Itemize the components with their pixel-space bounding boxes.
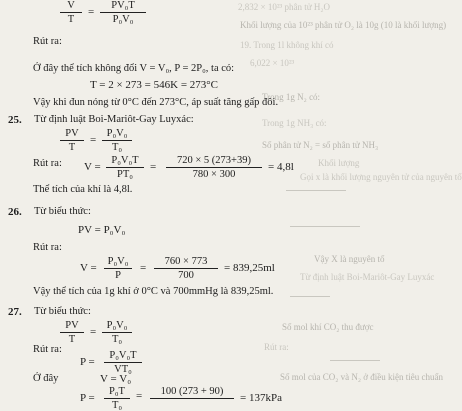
bleed-line <box>330 360 380 361</box>
rut-ra-label: Rút ra: <box>33 242 62 253</box>
bleed-text: Số mol của CO₂ và N₂ ở điều kiện tiêu chuẩn <box>280 372 444 382</box>
conclusion-line: Vậy khi đun nóng từ 0°C đến 273°C, áp suất tăng gấp đôi. <box>33 97 279 108</box>
fraction-numerator: 720 × 5 (273+39) <box>166 155 262 168</box>
fraction-denominator: 780 × 300 <box>192 169 236 180</box>
rut-ra-label: Rút ra: <box>33 158 62 169</box>
equation: PV = P₀V₀ <box>78 224 126 236</box>
bleed-line <box>286 190 346 191</box>
equals-sign: = <box>90 134 97 146</box>
volume-equation: V = V₀ <box>100 373 132 385</box>
rut-ra-label: Rút ra: <box>33 344 62 355</box>
fraction-numerator: P₀V₀ <box>104 256 132 269</box>
rut-ra-label: Rút ra: <box>33 36 62 47</box>
bleed-text: Rút ra: <box>264 342 289 352</box>
fraction-numerator: P₀V₀ <box>102 128 132 141</box>
fraction-pvt-over-pv <box>100 0 146 25</box>
fraction-numeric <box>150 386 234 400</box>
fraction-numeric <box>154 256 218 281</box>
equals-sign: = <box>150 161 157 173</box>
condition-line: Ở đây thể tích không đổi V = V₀, P = 2P₀, ta có: <box>33 63 235 74</box>
fraction-numerator: PV₀T <box>100 0 146 13</box>
fraction-denominator: T₀ <box>111 334 123 345</box>
bleed-text: Từ định luật Boi-Mariôt-Gay Luyxác <box>300 272 435 282</box>
p-label: P = <box>80 356 95 368</box>
fraction-numeric <box>166 155 262 180</box>
equals-sign: = <box>90 326 97 338</box>
result-value: = 839,25ml <box>224 262 275 274</box>
fraction-formula <box>106 155 144 180</box>
conclusion-line: Thể tích của khí là 4,8l. <box>33 184 133 195</box>
bleed-text: Khối lượng <box>318 158 360 168</box>
fraction-denominator: P <box>115 270 121 281</box>
bleed-text: 2,832 × 10²³ phân tử H₂O <box>238 2 330 12</box>
equals-sign: = <box>140 262 147 274</box>
equals-sign: = <box>88 6 95 18</box>
temperature-calc: T = 2 × 273 = 546K = 273°C <box>90 79 219 91</box>
conclusion-line: Vậy thể tích của 1g khí ở 0°C và 700mmHg là 839,25ml. <box>33 286 274 297</box>
bleed-text: Số phân tử N₂ = số phân tử NH₃ <box>262 140 379 150</box>
p-label: P = <box>80 392 95 404</box>
problem-title: Từ biểu thức: <box>34 206 91 217</box>
problem-number: 25. <box>8 114 22 126</box>
problem-number: 27. <box>8 306 22 318</box>
bleed-text: Vậy X là nguyên tố <box>314 254 385 264</box>
fraction-denominator: VT₀ <box>114 364 132 375</box>
fraction-formula <box>104 256 132 281</box>
bleed-line <box>290 226 360 227</box>
fraction-denominator: 700 <box>178 270 194 281</box>
fraction-numerator: PV <box>60 128 84 141</box>
fraction-denominator: T <box>68 142 76 153</box>
bleed-text: Số mol khí CO₂ thu được <box>282 322 374 332</box>
bleed-text: Trong 1g NH₃ có: <box>262 118 327 128</box>
fraction-numerator: P₀V₀T <box>106 155 144 168</box>
fraction-numerator: 100 (273 + 90) <box>150 386 234 399</box>
fraction-v-over-t <box>60 0 82 25</box>
fraction-formula <box>104 386 130 411</box>
bleed-text: 6,022 × 10²³ <box>250 58 295 68</box>
fraction-pv-over-t <box>60 320 84 345</box>
v-label: V = <box>80 262 97 274</box>
fraction-denominator: T <box>67 14 75 25</box>
o-day-label: Ở đây <box>33 373 59 384</box>
result-value: = 4,8l <box>268 161 294 173</box>
fraction-numerator: 760 × 773 <box>154 256 218 269</box>
fraction-denominator: PT₀ <box>117 169 133 180</box>
fraction-p0v0-over-t0 <box>102 128 132 153</box>
fraction-denominator <box>150 399 234 400</box>
result-value: = 137kPa <box>240 392 282 404</box>
problem-number: 26. <box>8 206 22 218</box>
equals-sign: = <box>136 390 143 402</box>
fraction-pv-over-t <box>60 128 84 153</box>
fraction-denominator: T₀ <box>111 400 123 411</box>
fraction-formula <box>104 350 142 375</box>
bleed-text: Khối lượng của 10²³ phân tử O₂ là 10g (10 là khối lượng) <box>240 20 447 30</box>
fraction-numerator: PV <box>60 320 84 333</box>
problem-title: Từ biểu thức: <box>34 306 91 317</box>
fraction-denominator: T₀ <box>111 142 123 153</box>
fraction-numerator: V <box>60 0 82 13</box>
fraction-numerator: P₀T <box>104 386 130 399</box>
fraction-numerator: P₀V₀ <box>102 320 132 333</box>
fraction-denominator: T <box>68 334 76 345</box>
bleed-text: Trong 1g N₂ có: <box>262 92 321 102</box>
fraction-p0v0-over-t0 <box>102 320 132 345</box>
fraction-denominator: P₀V₀ <box>112 14 134 25</box>
v-label: V = <box>84 161 101 173</box>
bleed-line <box>290 296 330 297</box>
fraction-numerator: P₀V₀T <box>104 350 142 363</box>
problem-title: Từ định luật Boi-Mariôt-Gay Luyxác: <box>34 114 194 125</box>
bleed-text: 19. Trong 1l không khí có <box>240 40 334 50</box>
bleed-text: Gọi x là khối lượng nguyên tử của nguyên tố <box>300 172 462 182</box>
